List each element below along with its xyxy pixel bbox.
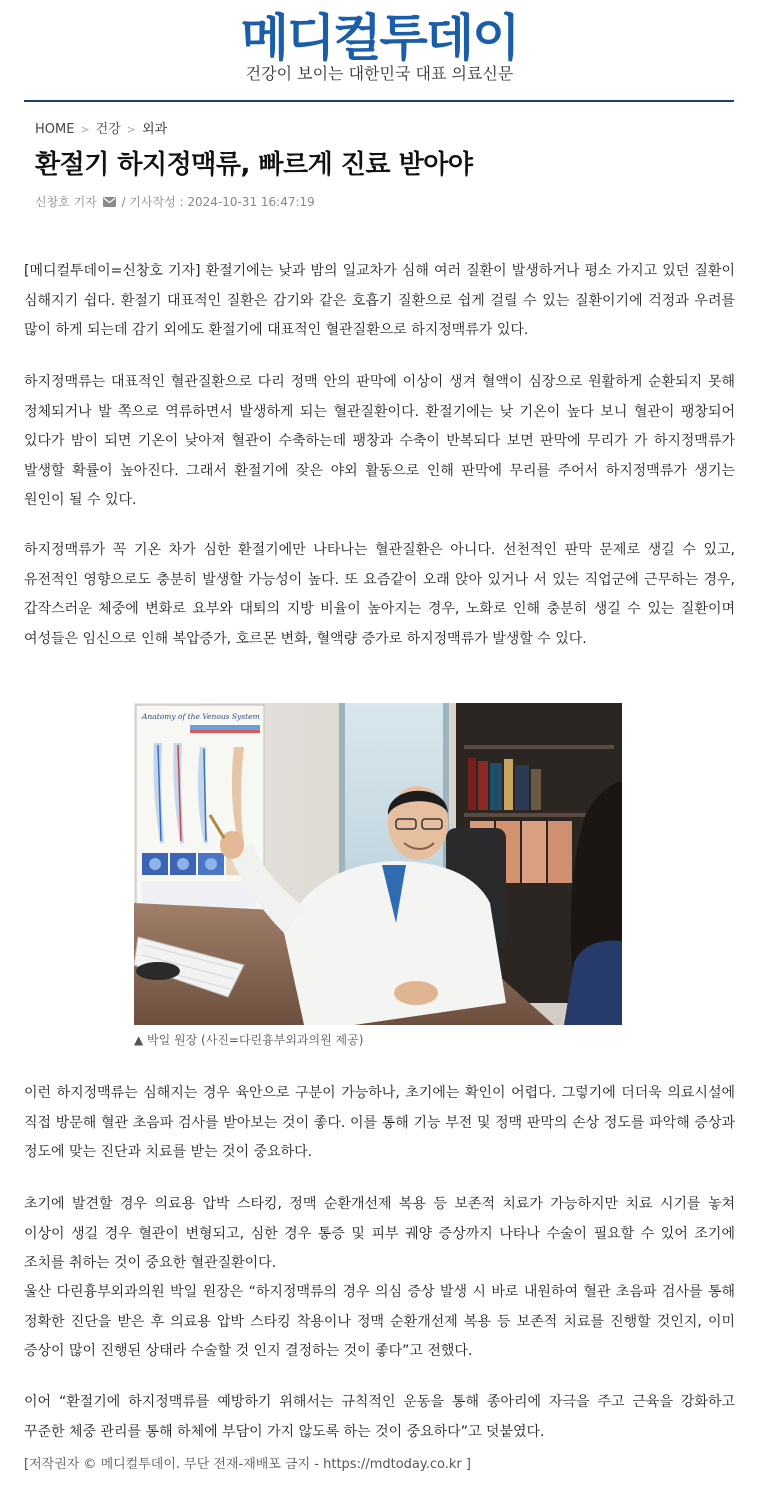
article-paragraph-1: [메디컬투데이=신창호 기자] 환절기에는 낮과 밤의 일교차가 심해 여러 질환이 발생하거나 평소 가지고 있던 질환이 심해지기 쉽다. 환절기 대표적인 질환은 감기와 같은 호흡기 질환으로 쉽게 걸릴 수 있는 질환이기에 걱정과 우려를 많이 하게 되는데 감기 외에도 환절기에 대표적인 혈관질환으로 하지정맥류가 있다. (24, 263, 735, 338)
article-paragraph-6: 울산 다린흉부외과의원 박일 원장은 “하지정맥류의 경우 의심 증상 발생 시 바로 내원하여 혈관 초음파 검사를 통해 정확한 진단을 받은 후 의료용 압박 스타킹 착용이나 정맥 순환개선제 복용 등 보존적 치료를 진행할 것인지, 이미 증상이 많이 진행된 상태라 수술할 것 인지 결정하는 것이 좋다”고 전했다. (24, 1284, 735, 1359)
article-paragraph-2: 하지정맥류는 대표적인 혈관질환으로 다리 정맥 안의 판막에 이상이 생겨 혈액이 심장으로 원활하게 순환되지 못해 정체되거나 발 쪽으로 역류하면서 발생하게 되는 혈관질환이다. 환절기에는 낮 기온이 높다 보니 혈관이 팽창되어 있다가 밤이 되면 기온이 낮아져 혈관이 수축하는데 팽창과 수축이 반복되다 보면 판막에 무리가 가 하지정맥류가 발생할 확률이 높아진다. 그래서 환절기에 잦은 야외 활동으로 인해 판막에 무리를 주어서 하지정맥류가 생기는 원인이 될 수 있다. (24, 374, 735, 508)
site-logo[interactable]: 메디컬투데이 (240, 9, 519, 67)
copyright-notice: [저작권자 © 메디컬투데이. 무단 전재-재배포 금지 - https://mdtoday.co.kr ] (24, 1457, 471, 1472)
photo-caption: ▲ 박일 원장 (사진=다린흉부외과의원 제공) (134, 1033, 364, 1047)
masthead (0, 0, 759, 104)
breadcrumb-health[interactable]: 건강 (95, 122, 121, 137)
article-headline: 환절기 하지정맥류, 빠르게 진료 받아야 (35, 150, 473, 180)
chevron-right-icon: > (80, 123, 90, 136)
doctor-photo-illustration (134, 703, 622, 1025)
chevron-right-icon: > (126, 123, 137, 136)
site-tagline: 건강이 보이는 대한민국 대표 의료신문 (245, 64, 514, 83)
mail-icon[interactable] (103, 197, 116, 207)
article-paragraph-7: 이어 “환절기에 하지정맥류를 예방하기 위해서는 규칙적인 운동을 통해 종아리에 자극을 주고 근육을 강화하고 꾸준한 체중 관리를 통해 하체에 부담이 가지 않도록 하는 것이 중요하다”고 덧붙였다. (24, 1394, 735, 1440)
article-paragraph-5: 초기에 발견할 경우 의료용 압박 스타킹, 정맥 순환개선제 복용 등 보존적 치료가 가능하지만 치료 시기를 놓쳐 이상이 생길 경우 혈관이 변형되고, 심한 경우 통증 및 피부 궤양 증상까지 나타나 수술이 필요할 수 있어 조기에 조치를 취하는 것이 중요한 혈관질환이다. (24, 1196, 735, 1271)
breadcrumb-home[interactable]: HOME (35, 122, 75, 137)
article-paragraph-3: 하지정맥류가 꼭 기온 차가 심한 환절기에만 나타나는 혈관질환은 아니다. 선천적인 판막 문제로 생길 수 있고, 유전적인 영향으로도 충분히 발생할 가능성이 높다. 또 요즘같이 오래 앉아 있거나 서 있는 직업군에 근무하는 경우, 갑작스러운 체중에 변화로 요부와 대퇴의 지방 비율이 높아지는 경우, 노화로 인해 충분히 생길 수 있는 질환이며 여성들은 임신으로 인해 복압증가, 호르몬 변화, 혈액량 증가로 하지정맥류가 발생할 수 있다. (24, 542, 735, 647)
reporter-name: 신창호 기자 (35, 195, 97, 209)
article-date: / 기사작성 : 2024-10-31 16:47:19 (121, 195, 315, 209)
article-paragraph-4: 이런 하지정맥류는 심해지는 경우 육안으로 구분이 가능하나, 초기에는 확인이 어렵다. 그렇기에 더더욱 의료시설에 직접 방문해 혈관 초음파 검사를 받아보는 것이 좋다. 이를 통해 기능 부전 및 정맥 판막의 손상 정도를 파악해 증상과 정도에 맞는 진단과 치료를 받는 것이 중요하다. (24, 1085, 735, 1160)
article-byline (35, 193, 315, 211)
article-photo (134, 703, 622, 1025)
breadcrumb-surgery[interactable]: 외과 (142, 122, 168, 137)
poster-title: Anatomy of the Venous System (142, 712, 260, 721)
header-divider (24, 100, 734, 102)
breadcrumb (35, 121, 167, 139)
